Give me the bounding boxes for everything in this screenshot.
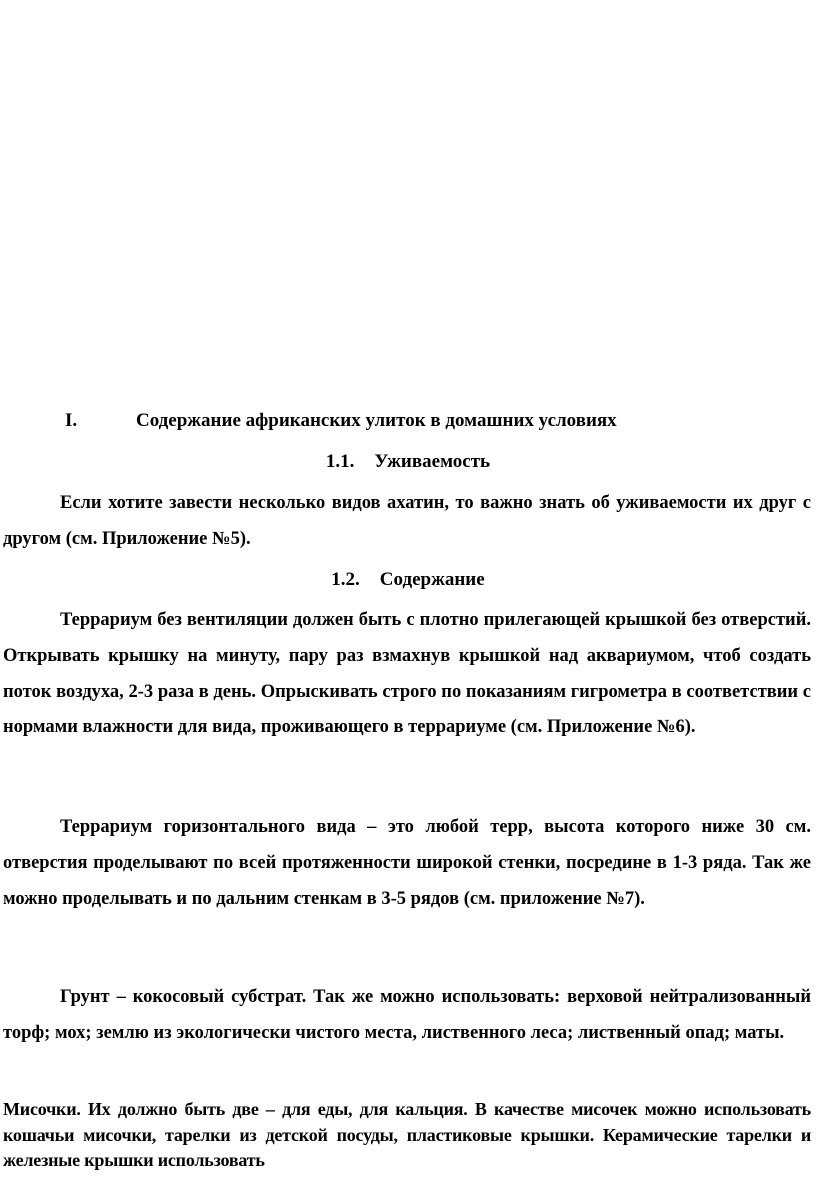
section-number: 1.2. xyxy=(331,569,360,590)
section-heading-keeping xyxy=(0,565,816,595)
paragraph-bowls: Мисочки. Их должно быть две – для еды, для кальция. В качестве мисочек можно использовать кошачьи мисочки, тарелки из детской посуды, пластиковые крышки. Керамические тарелки и железные крышки использовать xyxy=(3,1099,811,1170)
paragraph-terrarium-no-ventilation: Террариум без вентиляции должен быть с плотно прилегающей крышкой без отверстий. Открывать крышку на минуту, пару раз взмахнув крышкой над аквариумом, чтоб создать поток воздуха, 2-3 раза в день. Опрыскивать строго по показаниям гигрометра в соответствии с нормами влажности для вида, проживающего в террариуме (см. Приложение №6). xyxy=(3,610,811,738)
section-title: Уживаемость xyxy=(374,451,491,472)
section-heading-compatibility xyxy=(0,447,816,477)
chapter-number: I. xyxy=(65,410,78,431)
paragraph-horizontal-terrarium: Террариум горизонтального вида – это любой терр, высота которого ниже 30 см. отверстия проделывают по всей протяженности широкой стенки, посредине в 1-3 ряда. Так же можно проделывать и по дальним стенкам в 3-5 рядов (см. приложение №7). xyxy=(3,817,811,909)
section-number: 1.1. xyxy=(325,451,355,472)
paragraph-compatibility: Если хотите завести несколько видов ахатин, то важно знать об уживаемости их друг с другом (см. Приложение №5). xyxy=(3,493,811,549)
chapter-title: Содержание африканских улиток в домашних условиях xyxy=(136,410,617,431)
paragraph-substrate: Грунт – кокосовый субстрат. Так же можно использовать: верховой нейтрализованный торф; мох; землю из экологически чистого места, лиственного леса; лиственный опад; маты. xyxy=(3,987,811,1043)
section-title: Содержание xyxy=(379,569,485,590)
